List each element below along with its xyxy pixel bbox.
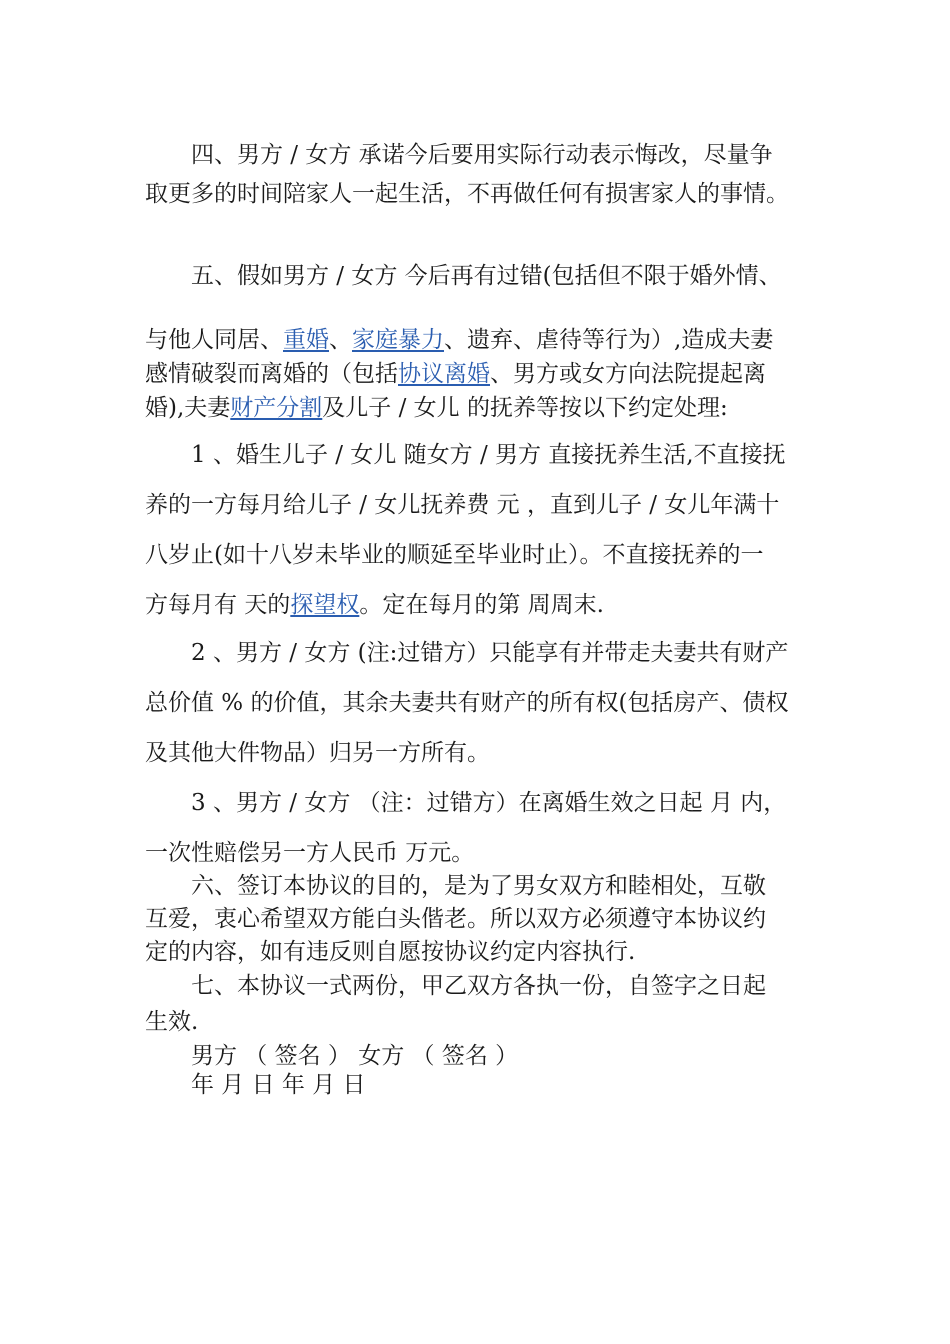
section-6-line: 六、签订本协议的目的，是为了男女双方和睦相处，互敬 (191, 873, 766, 899)
item-2-line: 总价值 % 的价值，其余夫妻共有财产的所有权(包括房产、债权 (145, 690, 789, 716)
item-1-line (145, 580, 805, 630)
link-bigamy[interactable]: 重婚 (283, 327, 329, 353)
section-5 (145, 259, 805, 425)
section-5-line (145, 391, 805, 425)
signature-dates: 年 月 日 年 月 日 (191, 1072, 366, 1098)
item-1-line: 1 、婚生儿子 / 女儿 随女方 / 男方 直接抚养生活,不直接抚 (191, 442, 786, 468)
section-7 (145, 968, 805, 1040)
section-4-line: 四、男方 / 女方 承诺今后要用实际行动表示悔改，尽量争 (191, 142, 773, 168)
text-segment: 、男方或女方向法院提起离 (490, 361, 766, 387)
text-segment: 与他人同居、 (145, 327, 283, 353)
section-4-line: 取更多的时间陪家人一起生活，不再做任何有损害家人的事情。 (145, 181, 789, 207)
text-segment: 感情破裂而离婚的（包括 (145, 361, 398, 387)
text-segment: 及儿子 / 女儿 的抚养等按以下约定处理: (322, 395, 728, 421)
item-3-line: 一次性赔偿另一方人民币 万元。 (145, 840, 475, 866)
item-2-line: 2 、男方 / 女方 (注:过错方）只能享有并带走夫妻共有财产 (191, 640, 789, 666)
item-1-line: 养的一方每月给儿子 / 女儿抚养费 元 ，直到儿子 / 女儿年满十 (145, 492, 780, 518)
item-3 (145, 778, 805, 878)
section-4 (145, 136, 805, 214)
section-7-line: 生效. (145, 1009, 199, 1035)
item-2 (145, 628, 805, 778)
section-6-line: 互爱，衷心希望双方能白头偕老。所以双方必须遵守本协议约 (145, 906, 766, 932)
section-6 (145, 870, 805, 969)
text-segment: 、 (329, 327, 352, 353)
item-2-line: 及其他大件物品）归另一方所有。 (145, 740, 490, 766)
section-5-line (145, 323, 805, 357)
item-1-line: 八岁止(如十八岁未毕业的顺延至毕业时止）。不直接抚养的一 (145, 542, 764, 568)
section-7-line: 七、本协议一式两份，甲乙双方各执一份，自签字之日起 (191, 973, 766, 999)
link-visitation-right[interactable]: 探望权 (290, 592, 360, 618)
text-segment: 婚),夫妻 (145, 395, 231, 421)
text-segment: 、遗弃、虐待等行为）,造成夫妻 (444, 327, 774, 353)
item-1 (145, 430, 805, 630)
link-property-division[interactable]: 财产分割 (230, 395, 323, 421)
text-segment: 方每月有 天的 (145, 592, 291, 618)
signature-names: 男方 （ 签名 ） 女方 （ 签名 ） (191, 1043, 519, 1069)
section-5-line (145, 357, 805, 391)
item-3-line: 3 、男方 / 女方 （注：过错方）在离婚生效之日起 月 内， (191, 790, 787, 816)
text-segment: 。定在每月的第 周周末. (359, 592, 604, 618)
section-5-line: 五、假如男方 / 女方 今后再有过错(包括但不限于婚外情、 (191, 263, 782, 289)
link-domestic-violence[interactable]: 家庭暴力 (352, 327, 444, 353)
section-6-line: 定的内容，如有违反则自愿按协议约定内容执行. (145, 939, 636, 965)
link-agreement-divorce[interactable]: 协议离婚 (398, 361, 490, 387)
